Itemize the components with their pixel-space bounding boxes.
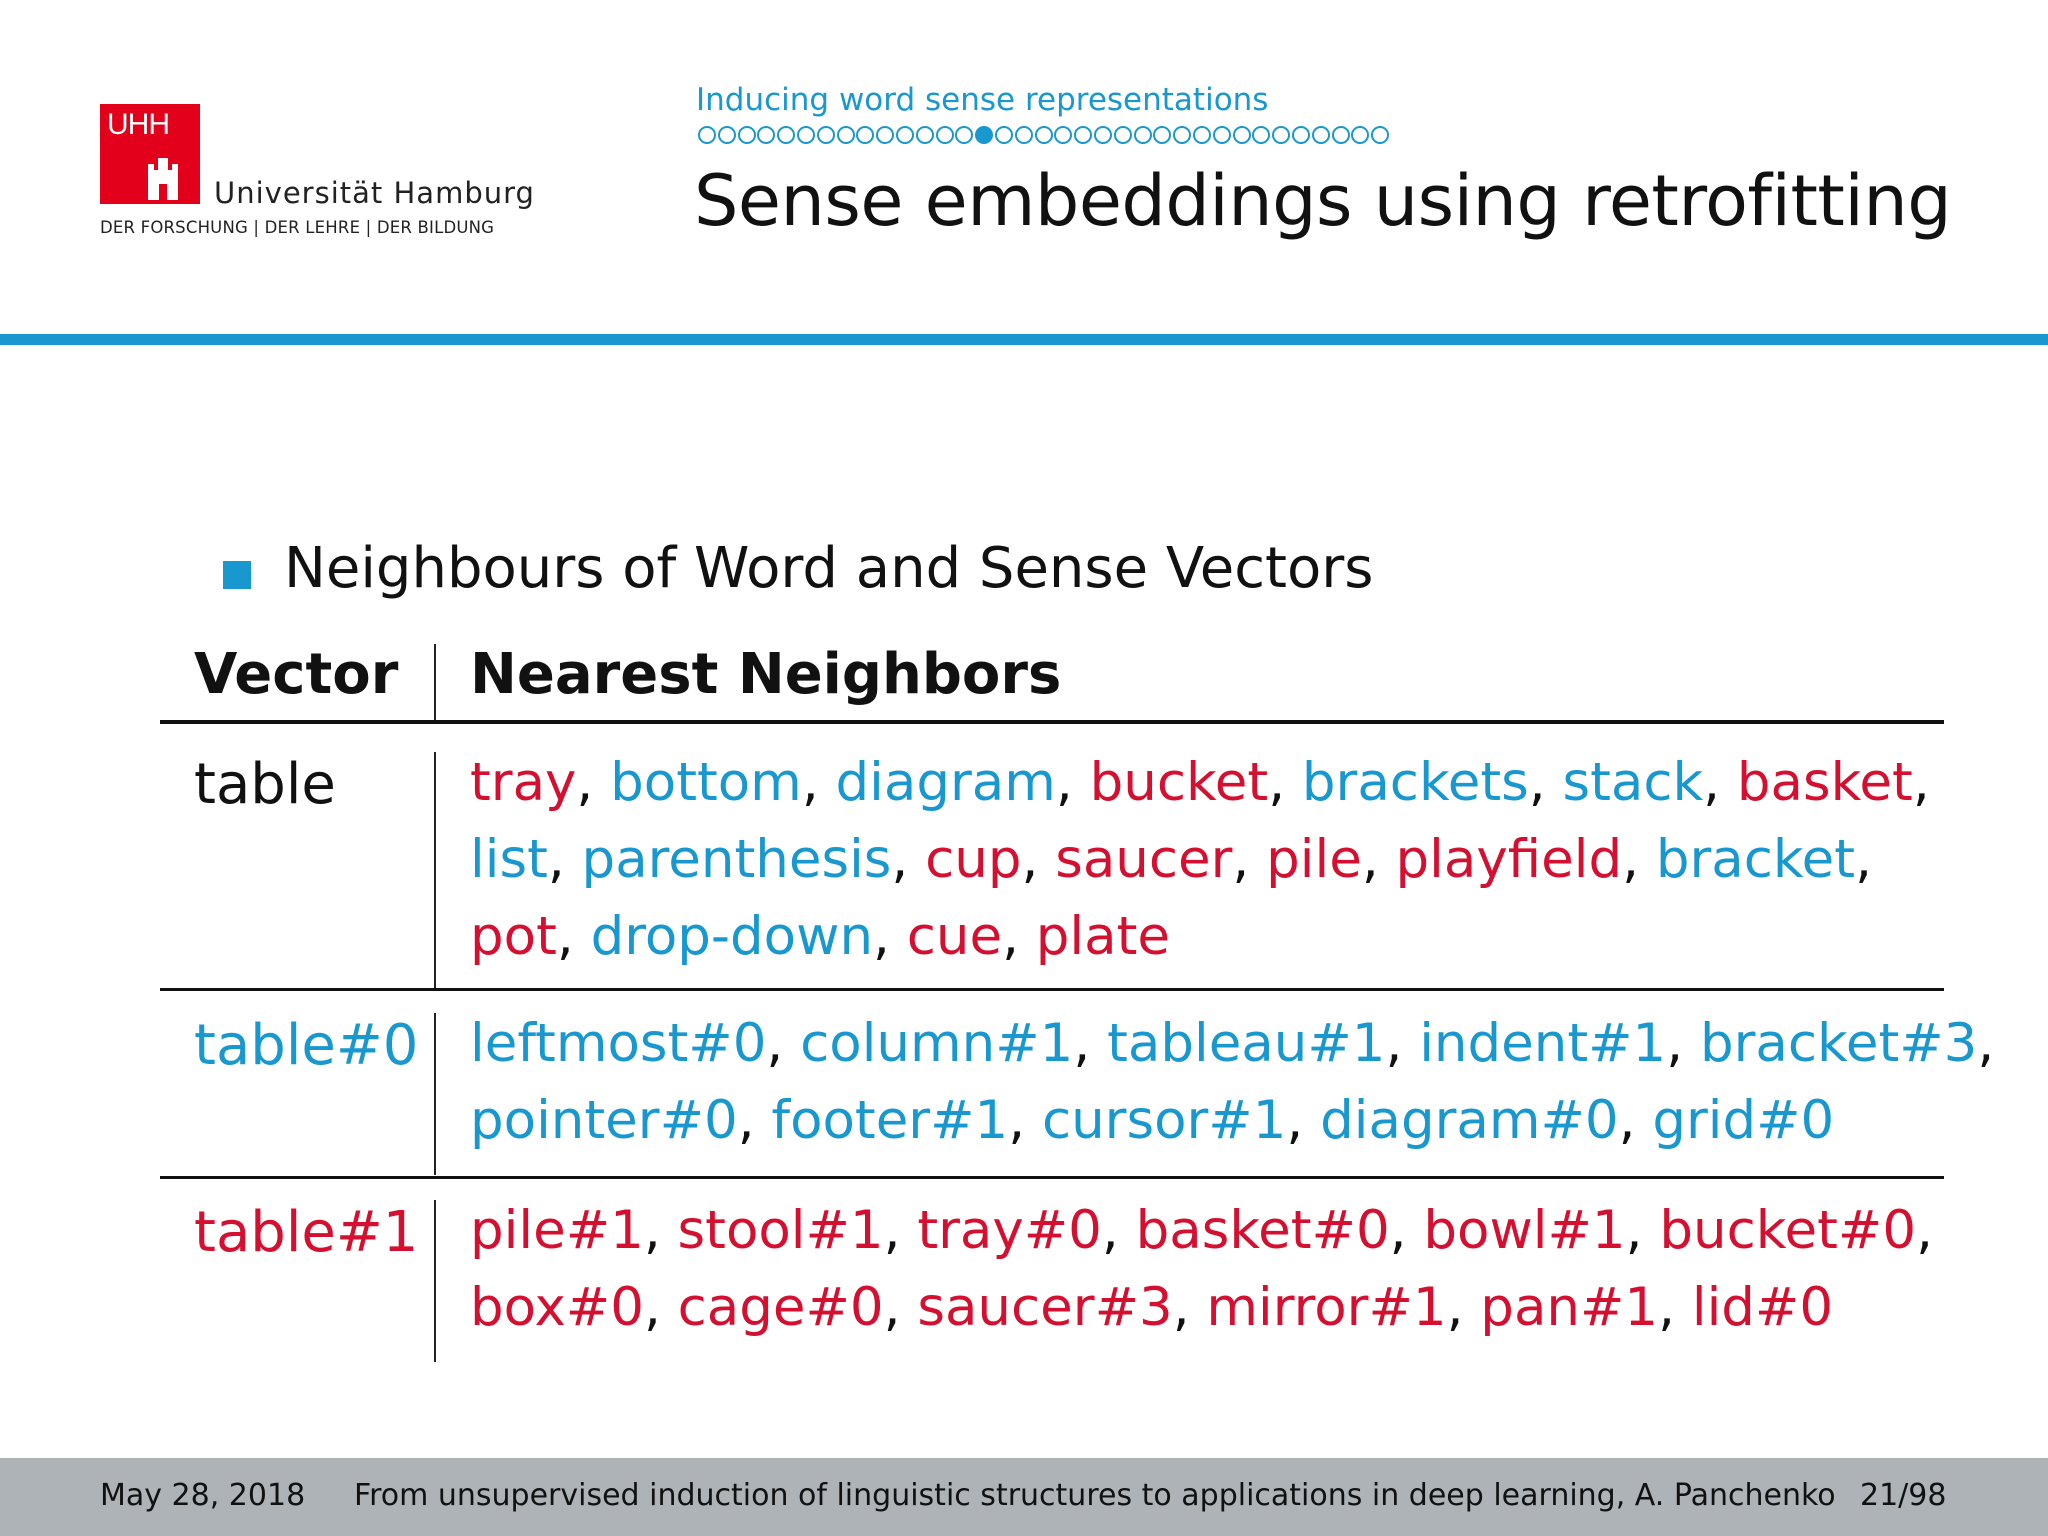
progress-dot[interactable]	[1252, 126, 1270, 144]
row-column-divider	[434, 752, 436, 991]
neighbor-word: pan#1	[1480, 1277, 1659, 1338]
progress-dot[interactable]	[995, 126, 1013, 144]
neighbor-word: cage#0	[677, 1277, 884, 1338]
row-divider	[160, 988, 1944, 991]
neighbor-word: tray#0	[917, 1200, 1102, 1261]
neighbor-word: brackets	[1301, 752, 1529, 813]
row-column-divider	[434, 1200, 436, 1362]
neighbor-word: basket#0	[1135, 1200, 1390, 1261]
row-divider	[160, 1176, 1944, 1179]
footer-bar	[0, 1458, 2048, 1536]
neighbor-word: tableau#1	[1107, 1013, 1386, 1074]
header-rule	[160, 720, 1944, 724]
neighbor-word: diagram	[835, 752, 1056, 813]
row-vector-label: table#1	[194, 1200, 419, 1265]
neighbors-line: pointer#0, footer#1, cursor#1, diagram#0, grid#0	[470, 1090, 1835, 1151]
neighbor-word: indent#1	[1419, 1013, 1667, 1074]
progress-dot[interactable]	[1193, 126, 1211, 144]
progress-dot[interactable]	[1312, 126, 1330, 144]
neighbor-word: grid#0	[1652, 1090, 1835, 1151]
neighbor-word: cup	[925, 829, 1022, 890]
university-logo	[100, 104, 200, 204]
progress-dot[interactable]	[817, 126, 835, 144]
progress-dot[interactable]	[1074, 126, 1092, 144]
progress-dot[interactable]	[1173, 126, 1191, 144]
neighbor-word: stool#1	[677, 1200, 884, 1261]
progress-dot[interactable]	[916, 126, 934, 144]
progress-dot[interactable]	[1114, 126, 1132, 144]
row-vector-label: table#0	[194, 1013, 419, 1078]
progress-dot[interactable]	[718, 126, 736, 144]
bullet-square-icon	[223, 561, 251, 589]
header-column-divider	[434, 644, 436, 722]
progress-dot[interactable]	[1015, 126, 1033, 144]
neighbor-word: basket	[1736, 752, 1913, 813]
neighbor-word: tray	[470, 752, 577, 813]
progress-dot[interactable]	[1054, 126, 1072, 144]
progress-dot[interactable]	[1332, 126, 1350, 144]
column-header-vector: Vector	[194, 642, 399, 707]
progress-dot[interactable]	[856, 126, 874, 144]
progress-dot[interactable]	[797, 126, 815, 144]
progress-dot[interactable]	[698, 126, 716, 144]
bullet-text: Neighbours of Word and Sense Vectors	[284, 536, 1374, 601]
progress-dot[interactable]	[1134, 126, 1152, 144]
neighbor-word: bucket	[1089, 752, 1269, 813]
neighbor-word: column#1	[800, 1013, 1074, 1074]
neighbor-word: pointer#0	[470, 1090, 738, 1151]
header-divider	[0, 334, 2048, 345]
progress-dot[interactable]	[1292, 126, 1310, 144]
progress-dot[interactable]	[837, 126, 855, 144]
neighbor-word: bucket#0	[1659, 1200, 1917, 1261]
progress-dot[interactable]	[936, 126, 954, 144]
neighbor-word: box#0	[470, 1277, 644, 1338]
progress-dot[interactable]	[1094, 126, 1112, 144]
neighbors-line: leftmost#0, column#1, tableau#1, indent#1, bracket#3,	[470, 1013, 1995, 1074]
slide-title: Sense embeddings using retrofitting	[694, 160, 1952, 242]
progress-dot[interactable]	[896, 126, 914, 144]
progress-dot[interactable]	[1272, 126, 1290, 144]
slide-progress[interactable]	[698, 126, 1389, 144]
neighbor-word: bowl#1	[1423, 1200, 1626, 1261]
neighbor-word: plate	[1035, 906, 1171, 967]
neighbor-word: pile#1	[470, 1200, 644, 1261]
neighbor-word: pot	[470, 906, 557, 967]
neighbor-word: diagram#0	[1320, 1090, 1619, 1151]
neighbor-word: list	[470, 829, 548, 890]
progress-dot[interactable]	[777, 126, 795, 144]
neighbor-word: mirror#1	[1206, 1277, 1447, 1338]
neighbor-word: bottom	[610, 752, 802, 813]
neighbor-word: leftmost#0	[470, 1013, 767, 1074]
neighbors-line: pot, drop-down, cue, plate	[470, 906, 1171, 967]
university-tagline: DER FORSCHUNG | DER LEHRE | DER BILDUNG	[100, 218, 495, 237]
progress-dot[interactable]	[738, 126, 756, 144]
progress-dot-current[interactable]	[975, 126, 993, 144]
neighbor-word: stack	[1562, 752, 1704, 813]
logo-mark: UHH	[107, 108, 169, 141]
section-title: Inducing word sense representations	[696, 82, 1269, 118]
column-header-neighbors: Nearest Neighbors	[470, 642, 1062, 707]
neighbor-word: pile	[1266, 829, 1362, 890]
progress-dot[interactable]	[876, 126, 894, 144]
neighbor-word: cursor#1	[1041, 1090, 1287, 1151]
neighbor-word: saucer	[1055, 829, 1233, 890]
university-name: Universität Hamburg	[214, 176, 535, 210]
progress-dot[interactable]	[1035, 126, 1053, 144]
neighbor-word: footer#1	[771, 1090, 1009, 1151]
progress-dot[interactable]	[1213, 126, 1231, 144]
progress-dot[interactable]	[1371, 126, 1389, 144]
neighbor-word: bracket	[1655, 829, 1856, 890]
neighbor-word: parenthesis	[581, 829, 892, 890]
castle-icon	[146, 156, 180, 200]
neighbor-word: playfield	[1395, 829, 1623, 890]
row-column-divider	[434, 1013, 436, 1175]
footer-talk-title: From unsupervised induction of linguistic structures to applications in deep learning, A. Panchenko	[354, 1478, 1836, 1513]
neighbor-word: bracket#3	[1699, 1013, 1978, 1074]
progress-dot[interactable]	[1153, 126, 1171, 144]
neighbors-line: pile#1, stool#1, tray#0, basket#0, bowl#1, bucket#0,	[470, 1200, 1933, 1261]
progress-dot[interactable]	[1351, 126, 1369, 144]
neighbor-word: lid#0	[1691, 1277, 1834, 1338]
progress-dot[interactable]	[955, 126, 973, 144]
neighbors-line: box#0, cage#0, saucer#3, mirror#1, pan#1, lid#0	[470, 1277, 1834, 1338]
footer-page-number: 21/98	[1860, 1478, 1947, 1513]
neighbor-word: drop-down	[590, 906, 874, 967]
neighbors-line: list, parenthesis, cup, saucer, pile, playfield, bracket,	[470, 829, 1872, 890]
footer-date: May 28, 2018	[100, 1478, 306, 1513]
neighbors-line: tray, bottom, diagram, bucket, brackets, stack, basket,	[470, 752, 1930, 813]
progress-dot[interactable]	[1233, 126, 1251, 144]
row-vector-label: table	[194, 752, 336, 817]
neighbor-word: saucer#3	[917, 1277, 1173, 1338]
neighbor-word: cue	[906, 906, 1003, 967]
progress-dot[interactable]	[757, 126, 775, 144]
